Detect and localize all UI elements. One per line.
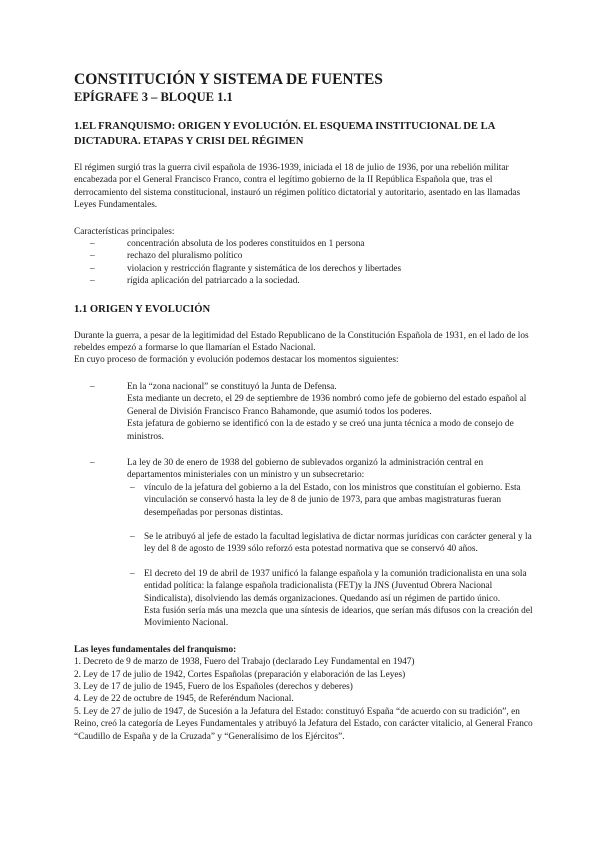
leyes-heading: Las leyes fundamentales del franquismo: (74, 644, 237, 655)
list-item: 1. Decreto de 9 de marzo de 1938, Fuero del Trabajo (declarado Ley Fundamental en 1947) (74, 657, 415, 668)
list-item (74, 381, 534, 443)
item-line: Esta mediante un decreto, el 29 de septiembre de 1936 nombró como jefe de gobierno del estado español al General de División Francisco Franco Bahamonde, que asumió todos los poderes. (127, 394, 527, 417)
sub-list-item: – Se le atribuyó al jefe de estado la facultad legislativa de dictar normas jurídicas con carácter general y la ley del 8 de agosto de 1939 sólo reforzó esta potestad normativa que se conservó 40 años. (127, 531, 534, 556)
item-line: – En la “zona nacional” se constituyó la Junta de Defensa. (127, 381, 337, 392)
caracteristicas-list (74, 238, 534, 288)
origen-intro: Durante la guerra, a pesar de la legitimidad del Estado Republicano de la Constitución Española de 1931, en el lado de los rebeldes empezó a formarse lo que llamarían el Estado Nacional. (74, 330, 529, 354)
document-title: CONSTITUCIÓN Y SISTEMA DE FUENTES (74, 71, 383, 88)
sub-list (127, 482, 534, 630)
list-item: – violacion y restricción flagrante y sistemática de los derechos y libertades (74, 263, 534, 275)
list-item: 3. Ley de 17 de julio de 1945, Fuero de los Españoles (derechos y deberes) (74, 682, 353, 692)
item-line: Esta fusión sería más una mezcla que una síntesis de idearios, que serían más difusos con la creación del Movimiento Nacional. (144, 605, 533, 629)
origen-list (74, 381, 534, 630)
list-item: 5. Ley de 27 de julio de 1947, de Sucesión a la Jefatura del Estado: constituyó España “de acuerdo con su tradición”, en Reino, creó la categoría de Leyes Fundamentales y atribuyó la Jefatura del Estado, con carácter vitalicio, al General Franco “Caudillo de España y de la Cruzada” y “Generalísimo de los Ejércitos”. (74, 706, 533, 742)
origen-heading: 1.1 ORIGEN Y EVOLUCIÓN (74, 303, 211, 315)
sub-list-item (127, 568, 534, 630)
list-item: 2. Ley de 17 de julio de 1942, Cortes Españolas (preparación y elaboración de las Leyes) (74, 669, 406, 680)
origen-intro-2: En cuyo proceso de formación y evolución podemos destacar los momentos siguientes: (74, 355, 399, 366)
list-item: – rígida aplicación del patriarcado a la sociedad. (74, 275, 534, 287)
intro-paragraph: El régimen surgió tras la guerra civil española de 1936-1939, iniciada el 18 de julio de 1936, por una rebelión militar encabezada por el General Francisco Franco, contra el legítimo gobierno de la II República Española que, tras el derrocamiento del sistema constitucional, instauró un régimen político dictatorial y autoritario, asentado en las llamadas Leyes Fundamentales. (74, 163, 521, 211)
document-subtitle: EPÍGRAFE 3 – BLOQUE 1.1 (74, 90, 233, 104)
item-line: Esta jefatura de gobierno se identificó con la de estado y se creó una junta técnica a modo de consejo de ministros. (127, 419, 514, 442)
item-line: – El decreto del 19 de abril de 1937 unificó la falange española y la comunión tradicionalista en una sola entidad política: la falange española tradicionalista (FET)y la JNS (Juventud Obrera Nacional Sindicalista), disolviendo las demás organizaciones. Quedando así un régimen de partido único. (144, 568, 527, 604)
list-item: 4. Ley de 22 de octubre de 1945, de Referéndum Nacional. (74, 694, 294, 705)
sub-list-item: – vínculo de la jefatura del gobierno a la del Estado, con los ministros que constituían el gobierno. Esta vinculación se conservó hasta la ley de 8 de junio de 1973, para que ambas magistraturas fueran desempeñadas por personas distintas. (127, 482, 534, 519)
list-item: – concentración absoluta de los poderes constituidos en 1 persona (74, 238, 534, 250)
leyes-list (74, 656, 534, 743)
document-page (74, 70, 534, 743)
list-item (74, 457, 534, 630)
caracteristicas-heading: Características principales: (74, 226, 175, 237)
section-heading: 1.EL FRANQUISMO: ORIGEN Y EVOLUCIÓN. EL ESQUEMA INSTITUCIONAL DE LA DICTADURA. ETAPAS Y CRISI DEL RÉGIMEN (74, 121, 495, 147)
list-item: – rechazo del pluralismo político (74, 250, 534, 262)
item-text: – La ley de 30 de enero de 1938 del gobierno de sublevados organizó la administración central en departamentos ministeriales con un ministro y un subsecretario: (127, 457, 484, 481)
